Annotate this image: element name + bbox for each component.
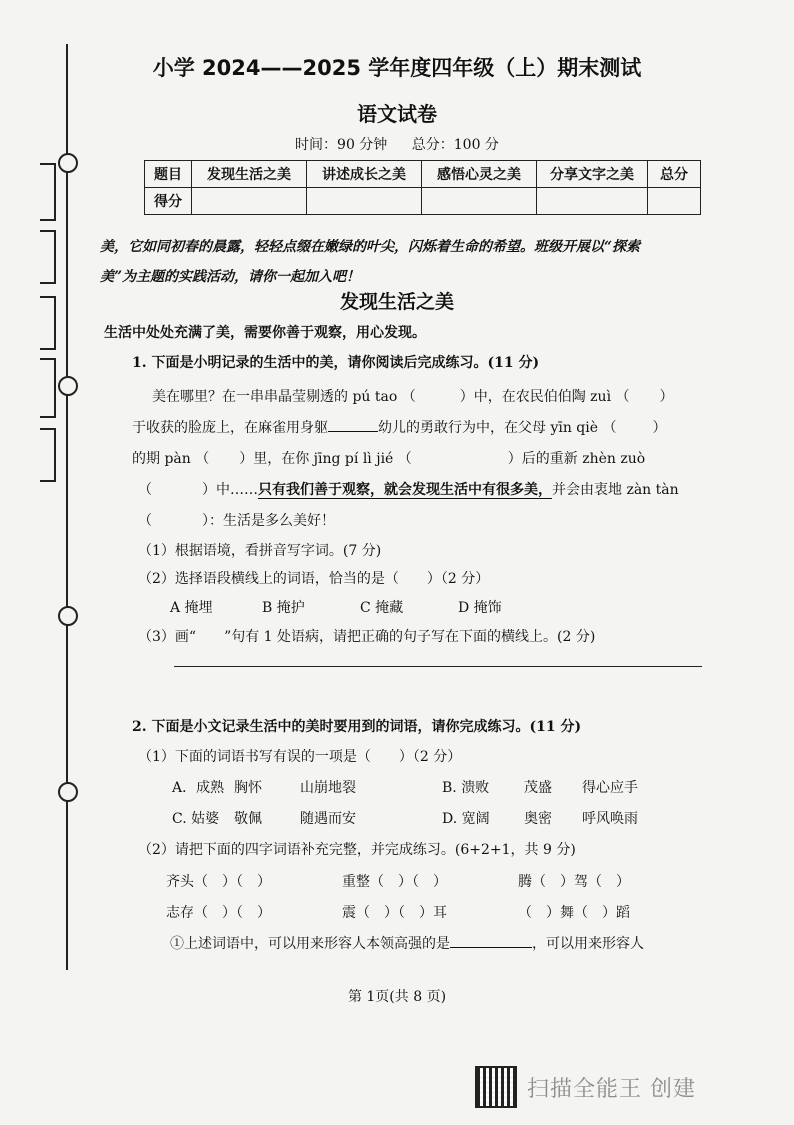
option[interactable]: C 掩藏 — [360, 600, 404, 616]
intro-paragraph — [100, 232, 700, 292]
idiom-blank[interactable]: 志存（ ）（ ） — [166, 905, 271, 921]
question-2-heading: 2. 下面是小文记录生活中的美时要用到的词语，请你完成练习。(11 分) — [132, 719, 582, 735]
score-input-cell[interactable] — [422, 188, 537, 215]
sub-question: （1）根据语境，看拼音写字词。(7 分) — [138, 543, 382, 559]
idiom-blank[interactable]: 腾（ ）驾（ ） — [518, 874, 630, 890]
option[interactable]: A 掩埋 — [170, 600, 213, 616]
score-table-row — [145, 188, 701, 215]
answer-blank[interactable] — [328, 417, 378, 432]
total-score: 总分：100 分 — [411, 137, 499, 153]
section-lead: 生活中处处充满了美，需要你善于观察，用心发现。 — [104, 325, 426, 341]
table-cell: 题目 — [145, 161, 192, 188]
passage-line: （ ）中……只有我们善于观察，就会发现生活中有很多美，并会由衷地 zàn tàn — [138, 482, 679, 498]
option[interactable]: D 掩饰 — [458, 600, 502, 616]
table-cell: 感悟心灵之美 — [422, 161, 537, 188]
sub-question: （2）请把下面的四字词语补充完整，并完成练习。(6+2+1，共 9 分) — [138, 842, 576, 858]
sub-question: （2）选择语段横线上的词语，恰当的是（ ）（2 分） — [138, 571, 490, 587]
idiom-blank[interactable]: （ ）舞（ ）蹈 — [518, 905, 630, 921]
exam-title: 小学 2024——2025 学年度四年级（上）期末测试 — [152, 56, 642, 80]
sub-question: ①上述词语中，可以用来形容人本领高强的是 ，可以用来形容人 — [170, 933, 644, 953]
idiom-blank[interactable]: 震（ ）（ ）耳 — [342, 905, 447, 921]
score-table — [144, 160, 701, 215]
table-cell: 得分 — [145, 188, 192, 215]
score-input-cell[interactable] — [192, 188, 307, 215]
name-field-bracket — [40, 230, 56, 284]
name-field-bracket — [40, 358, 56, 418]
table-cell: 发现生活之美 — [192, 161, 307, 188]
option[interactable]: B 掩护 — [262, 600, 305, 616]
idiom-fill-row — [166, 902, 630, 922]
choice-row: C. 姑婆 敬佩 随遇而安 D. 宽阔 奥密 呼风唤雨 — [172, 811, 638, 827]
idiom-blank[interactable]: 齐头（ ）（ ） — [166, 874, 271, 890]
name-field-bracket — [40, 428, 56, 482]
exam-meta — [0, 134, 794, 154]
answer-line[interactable] — [174, 666, 702, 667]
score-input-cell[interactable] — [307, 188, 422, 215]
time-limit: 时间：90 分钟 — [295, 137, 388, 153]
intro-line: 美”为主题的实践活动，请你一起加入吧！ — [100, 269, 361, 285]
options-row — [170, 597, 502, 617]
idiom-fill-row — [166, 871, 630, 891]
sub-question: （3）画“ ”句有 1 处语病，请把正确的句子写在下面的横线上。(2 分) — [138, 629, 596, 645]
binding-hole — [58, 153, 78, 173]
binding-hole — [58, 782, 78, 802]
flawed-sentence: 只有我们善于观察，就会发现生活中有很多美， — [258, 482, 552, 498]
question-1-heading: 1. 下面是小明记录的生活中的美，请你阅读后完成练习。(11 分) — [132, 355, 540, 371]
score-input-cell[interactable] — [648, 188, 701, 215]
name-field-bracket — [40, 163, 56, 221]
table-cell: 分享文字之美 — [537, 161, 648, 188]
passage-line: 美在哪里？在一串串晶莹剔透的 pú tao （ ）中，在农民伯伯陶 zuì （ ） — [152, 389, 674, 405]
binding-line — [66, 44, 68, 970]
answer-blank[interactable] — [450, 933, 532, 948]
idiom-blank[interactable]: 重整（ ）（ ） — [342, 874, 447, 890]
passage-line: （ ）：生活是多么美好！ — [138, 513, 335, 529]
binding-hole — [58, 606, 78, 626]
score-table-header — [145, 161, 701, 188]
passage-line: 于收获的脸庞上，在麻雀用身躯 幼儿的勇敢行为中，在父母 yīn qiè （ ） — [132, 417, 666, 437]
section-title: 发现生活之美 — [339, 291, 454, 313]
sub-question: （1）下面的词语书写有误的一项是（ ）（2 分） — [138, 749, 462, 765]
scanner-watermark — [475, 1066, 696, 1108]
intro-line: 美，它如同初春的晨露，轻轻点缀在嫩绿的叶尖，闪烁着生命的希望。班级开展以“探索 — [100, 239, 641, 255]
watermark-text: 扫描全能王 创建 — [527, 1076, 696, 1102]
table-cell: 讲述成长之美 — [307, 161, 422, 188]
choice-row: A．成熟 胸怀 山崩地裂 B. 溃败 茂盛 得心应手 — [172, 780, 638, 796]
score-input-cell[interactable] — [537, 188, 648, 215]
exam-subtitle: 语文试卷 — [357, 102, 437, 126]
page-number: 第 1页(共 8 页) — [347, 989, 447, 1005]
binding-hole — [58, 376, 78, 396]
qr-code-icon — [475, 1066, 517, 1108]
table-cell: 总分 — [648, 161, 701, 188]
passage-line: 的期 pàn （ ）里，在你 jīng pí lì jié （ ）后的重新 zhèn zuò — [132, 451, 646, 467]
